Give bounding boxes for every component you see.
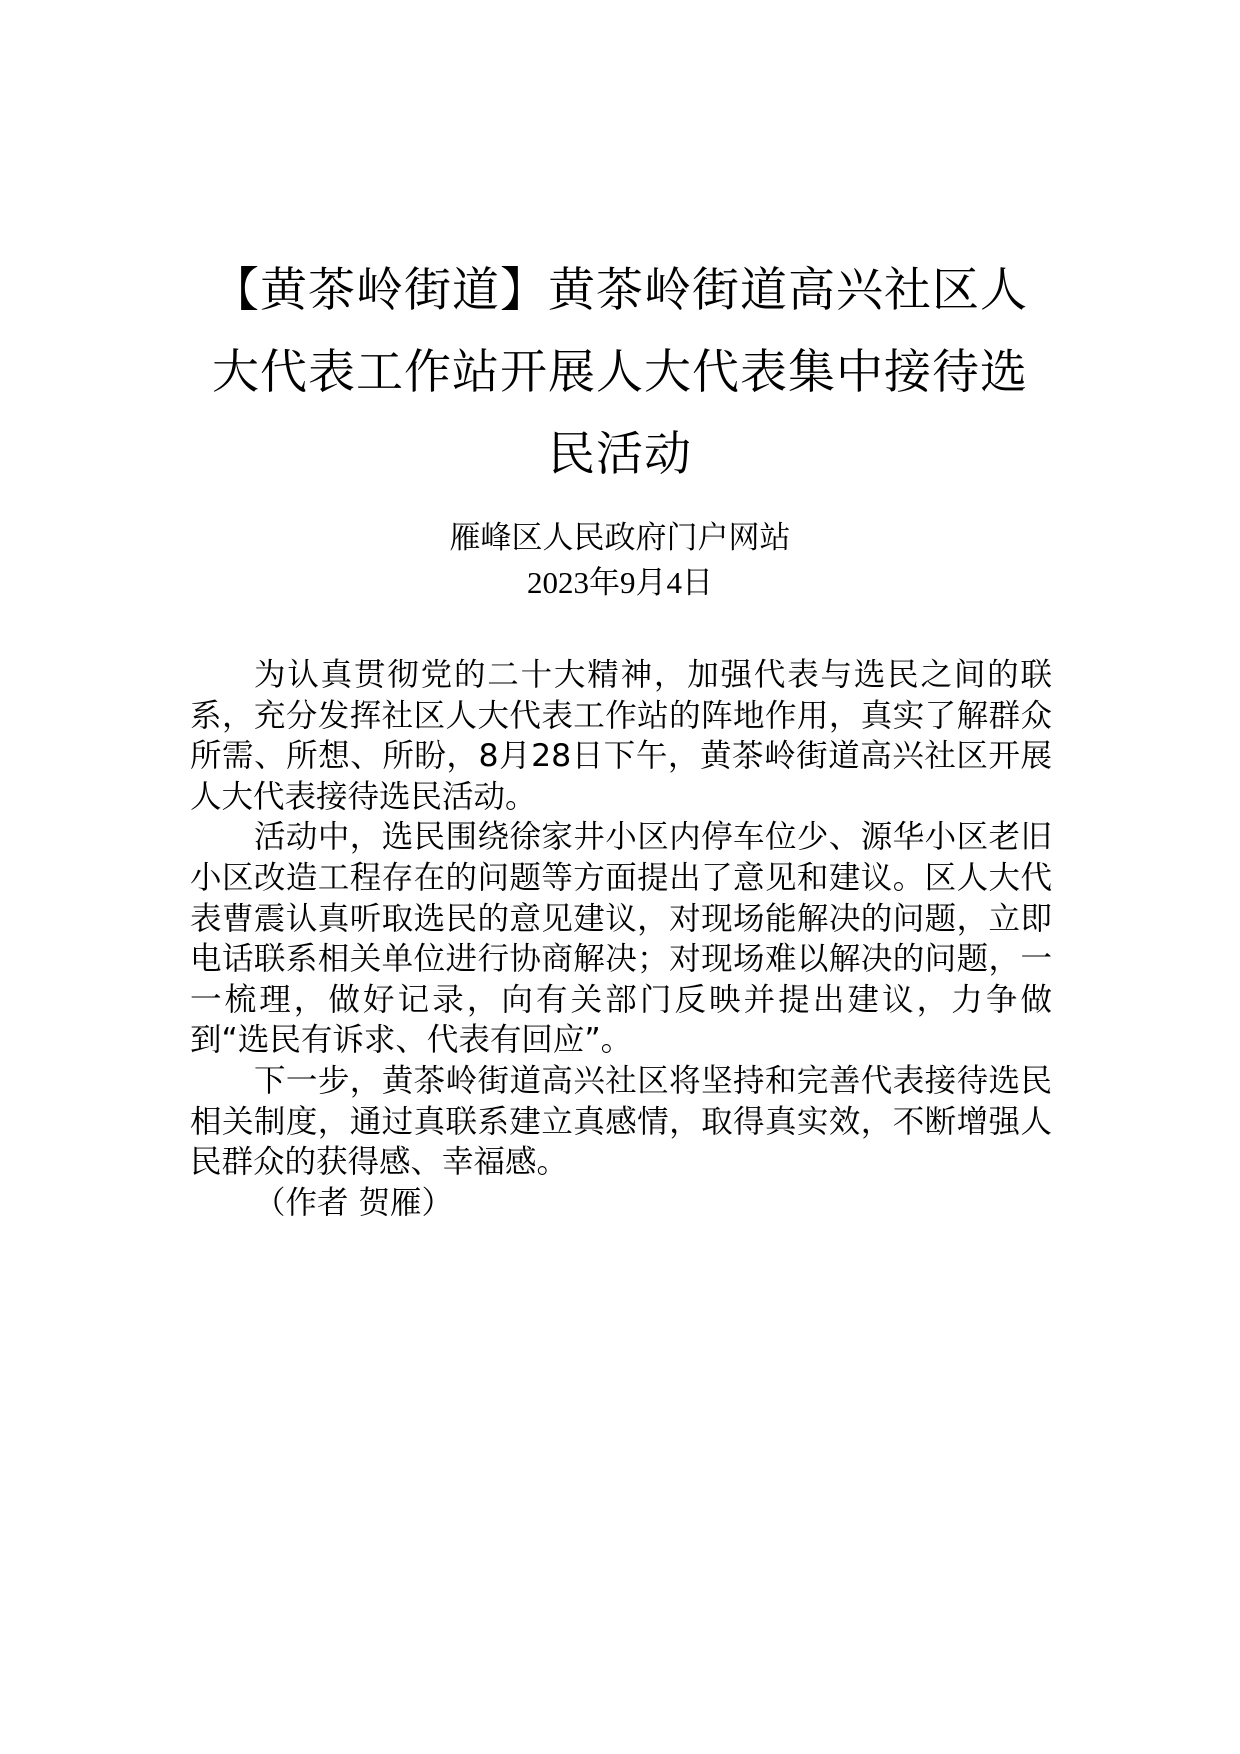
paragraph-3: 下一步，黄茶岭街道高兴社区将坚持和完善代表接待选民相关制度，通过真联系建立真感情，取得真实效，不断增强人民群众的获得感、幸福感。: [190, 1062, 1052, 1181]
source-line: 雁峰区人民政府门户网站: [449, 520, 791, 556]
publish-date: 2023年9月4日: [527, 565, 713, 600]
article-body: [190, 655, 1052, 1223]
author-line: （作者 贺雁）: [254, 1184, 454, 1221]
document-title: 【黄茶岭街道】黄茶岭街道高兴社区人大代表工作站开展人大代表集中接待选民活动: [212, 263, 1028, 482]
paragraph-1: 为认真贯彻党的二十大精神，加强代表与选民之间的联系，充分发挥社区人大代表工作站的阵地作用，真实了解群众所需、所想、所盼，8月28日下午，黄茶岭街道高兴社区开展人大代表接待选民活动。: [190, 657, 1052, 815]
paragraph-2: 活动中，选民围绕徐家井小区内停车位少、源华小区老旧小区改造工程存在的问题等方面提出了意见和建议。区人大代表曹震认真听取选民的意见建议，对现场能解决的问题，立即电话联系相关单位进行协商解决；对现场难以解决的问题，一一梳理，做好记录，向有关部门反映并提出建议，力争做到“选民有诉求、代表有回应”。: [190, 819, 1052, 1059]
